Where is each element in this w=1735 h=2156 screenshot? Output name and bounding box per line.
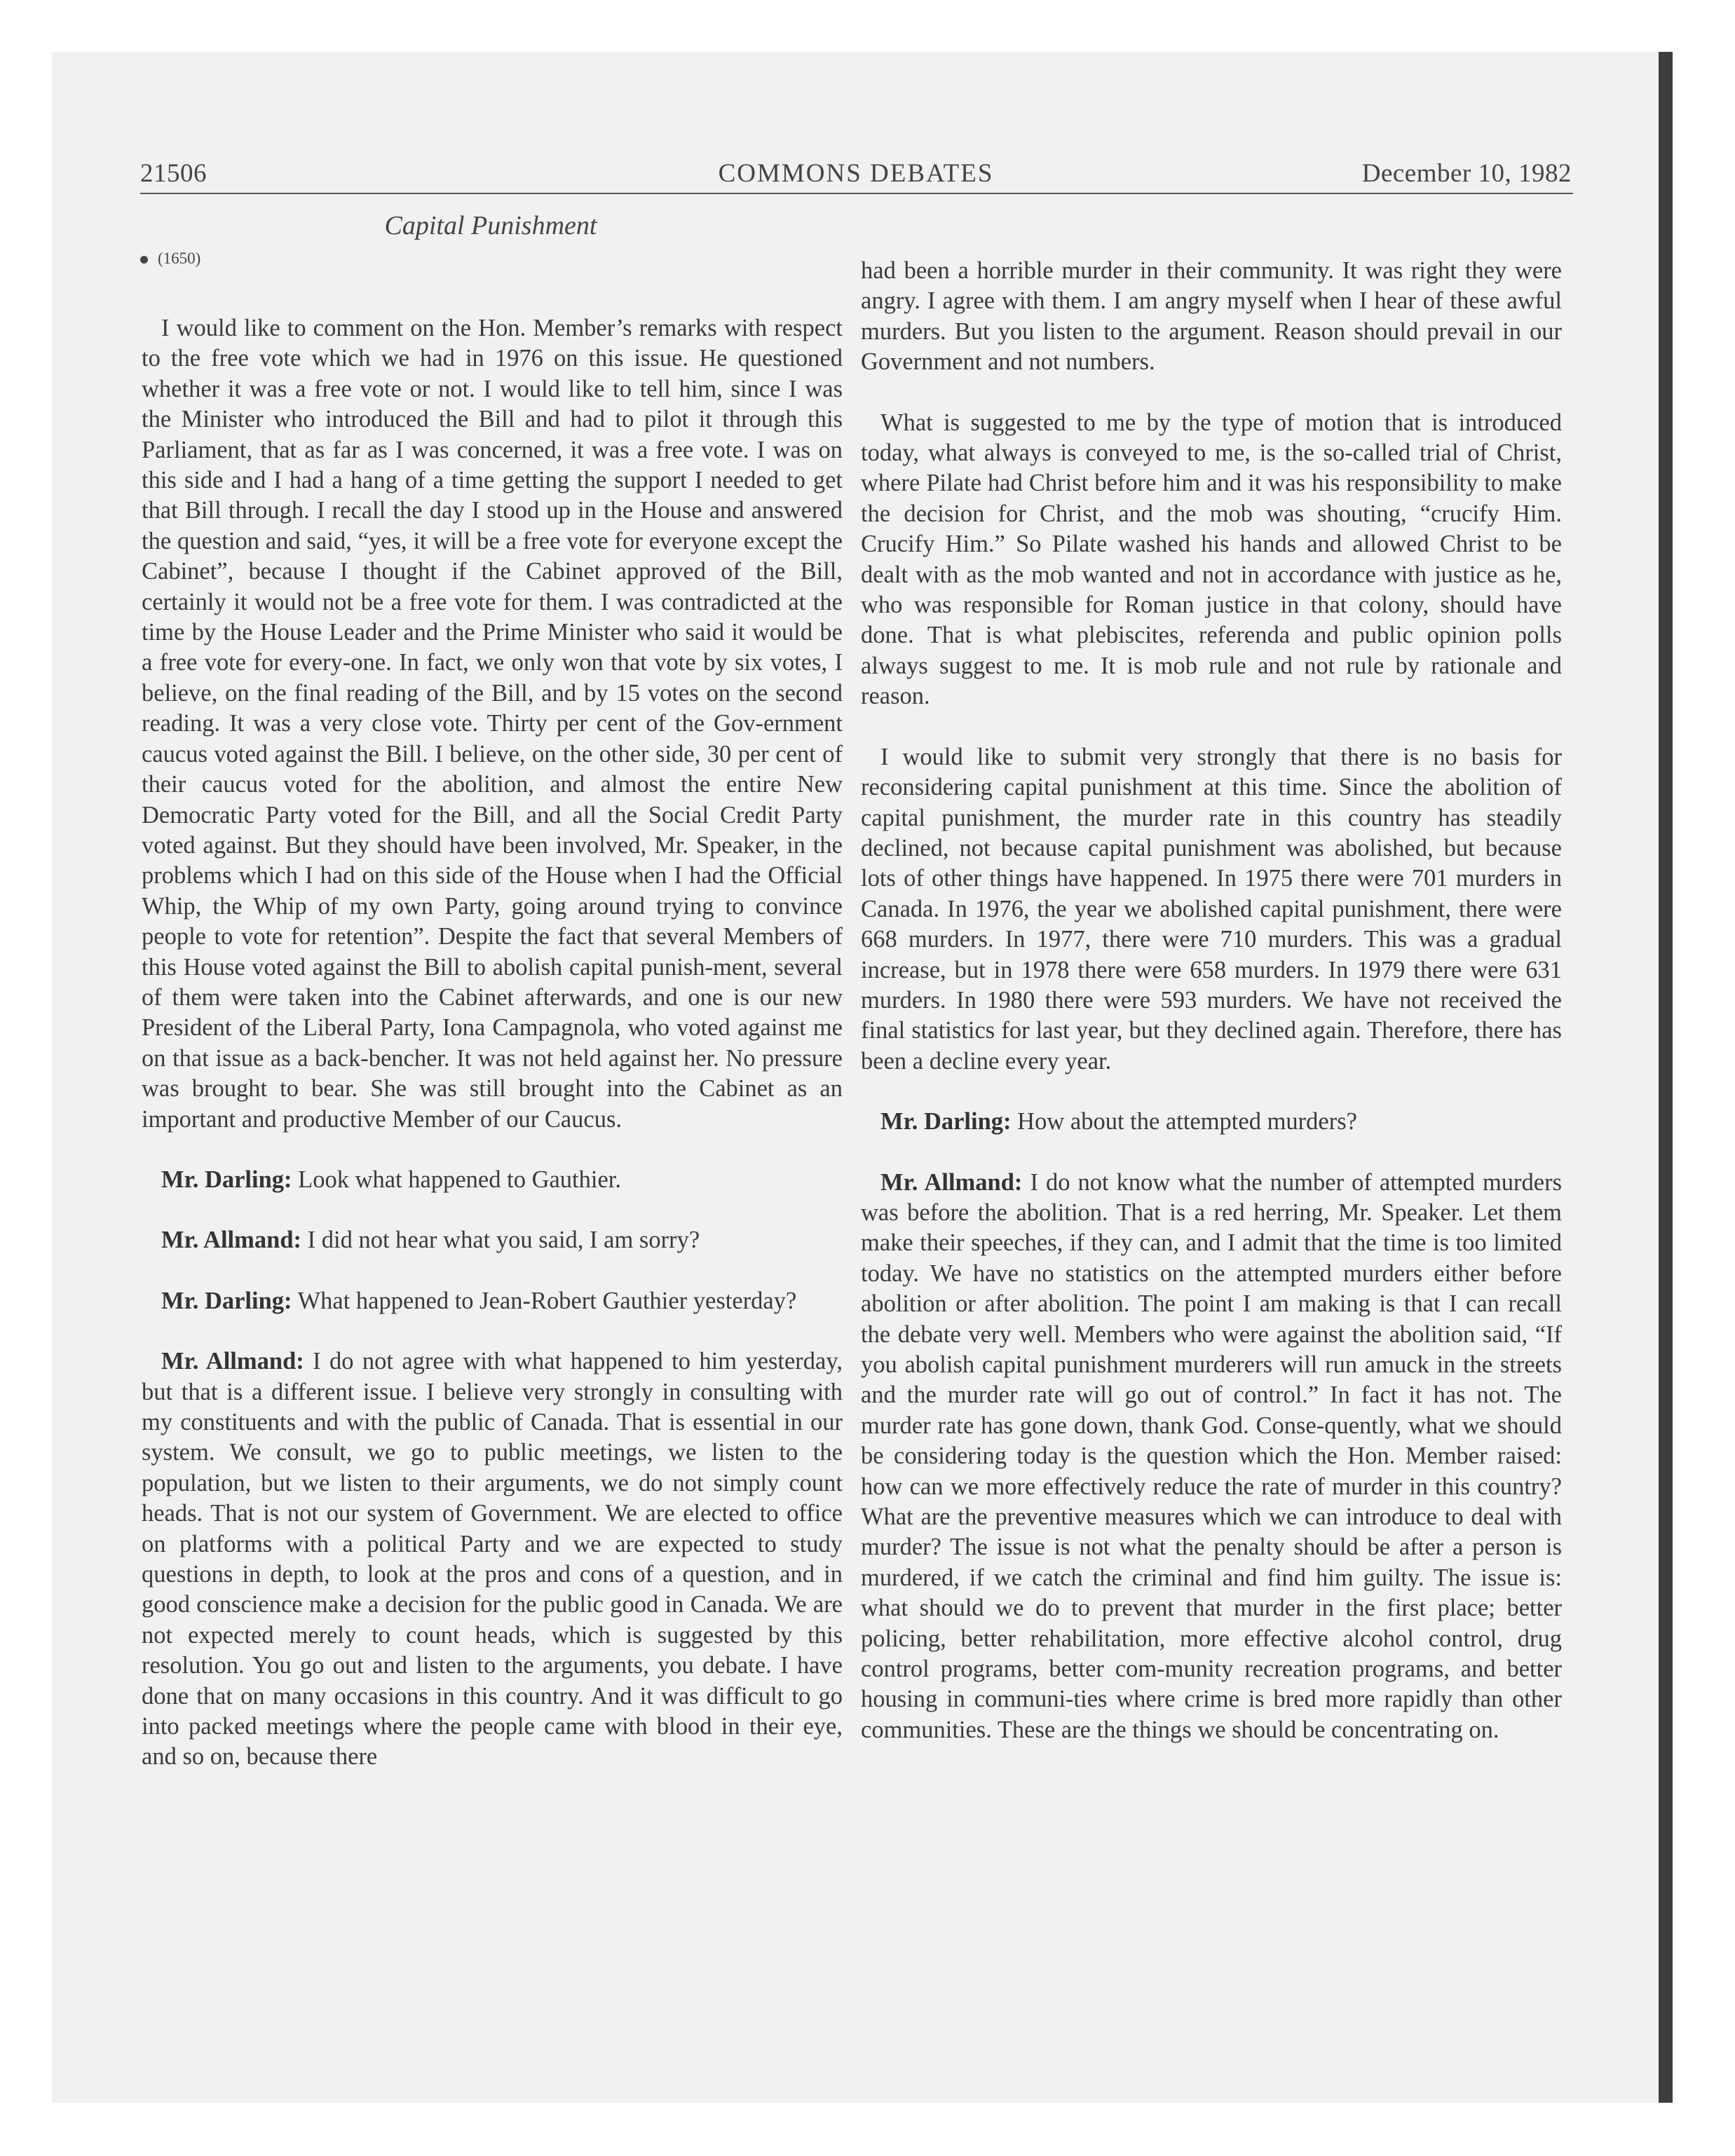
paragraph-text: Look what happened to Gauthier. [298,1166,622,1193]
speaker-name: Mr. Allmand: [880,1168,1023,1196]
time-marker-label: (1650) [158,250,201,267]
speaker-name: Mr. Allmand: [161,1227,301,1254]
paragraph [142,1346,843,1773]
paragraph [861,1168,1562,1746]
paragraph-text: I do not agree with what happened to him yesterday, but that is a different issue. I believe very strongly in consulting with my constituents and with the public of Canada. That is essential in our system. We consult, we go to public meetings, we listen to the population, but we listen to their arguments, we do not simply count heads. That is not our system of Government. We are elected to office on platforms with a political Party and we are expected to study questions in depth, to look at the pros and cons of a question, and in good conscience make a decision for the public good in Canada. We are not expected merely to count heads, which is suggested by this resolution. You go out and listen to the arguments, you debate. I have done that on many occasions in this country. And it was difficult to go into packed meetings where the people came with blood in their eye, and so on, because there [142,1348,843,1770]
section-title: Capital Punishment [384,211,597,240]
paragraph-text: What happened to Jean-Robert Gauthier yesterday? [297,1287,797,1314]
bullet-icon [140,256,148,264]
paragraph [142,1165,843,1195]
paragraph [142,1225,843,1255]
paragraph-text: What is suggested to me by the type of motion that is introduced today, what always is conveyed to me, is the so-called trial of Christ, where Pilate had Christ before him and it was his responsibility to make the decision for Christ, and the mob was shouting, “crucify Him. Crucify Him.” So Pilate washed his hands and allowed Christ to be dealt with as the mob wanted and not in accordance with justice as he, who was responsible for Roman justice in that colony, should have done. That is what plebiscites, referenda and public opinion polls always suggest to me. It is mob rule and not rule by rationale and reason. [861,409,1562,710]
paragraph-text: I did not hear what you said, I am sorry? [307,1227,700,1254]
paragraph [861,1107,1562,1137]
speaker-name: Mr. Allmand: [161,1348,304,1375]
page-header [140,158,1572,195]
speaker-name: Mr. Darling: [161,1287,292,1314]
page-number: 21506 [140,159,207,188]
paragraph [142,1286,843,1316]
paragraph [861,408,1562,712]
paragraph-text: How about the attempted murders? [1017,1108,1357,1135]
page-date: December 10, 1982 [1361,159,1572,188]
paragraph-text: I do not know what the number of attempted murders was before the abolition. That is a red herring, Mr. Speaker. Let them make their speeches, if they can, and I admit that the time is too limited today. We have no statistics on the attempted murders either before abolition or after abolition. The point I am making is that I can recall the debate very well. Members who were against the abolition said, “If you abolish capital punishment murderers will run amuck in the streets and the murder rate will go out of control.” In fact it has not. The murder rate has gone down, thank God. Conse-quently, what we should be considering today is the question which the Hon. Member raised: how can we more effectively reduce the rate of murder in this country? What are the preventive measures which we can introduce to deal with murder? The issue is not what the penalty should be after a person is murdered, if we catch the criminal and find him guilty. The issue is: what should we do to prevent that murder in the first place; better policing, better rehabilitation, more effective alcohol control, drug control programs, better com-munity recreation programs, and better housing in communi-ties where crime is bred more rapidly than other communities. These are the things we should be concentrating on. [861,1168,1563,1743]
page-binding-edge [1659,52,1673,2103]
speaker-name: Mr. Darling: [161,1166,292,1193]
publication-title: COMMONS DEBATES [718,159,994,188]
right-column [861,256,1562,1775]
paragraph-text: had been a horrible murder in their community. It was right they were angry. I agree with them. I am angry myself when I hear of these awful murders. But you listen to the argument. Reason should prevail in our Government and not numbers. [861,257,1562,376]
paragraph-text: I would like to comment on the Hon. Member’s remarks with respect to the free vote which we had in 1976 on this issue. He questioned whether it was a free vote or not. I would like to tell him, since I was the Minister who introduced the Bill and had to pilot it through this Parliament, that as far as I was concerned, it was a free vote. I was on this side and I had a hang of a time getting the support I needed to get that Bill through. I recall the day I stood up in the House and answered the question and said, “yes, it will be a free vote for everyone except the Cabinet”, because I thought if the Cabinet approved of the Bill, certainly it would not be a free vote for them. I was contradicted at the time by the House Leader and the Prime Minister who said it would be a free vote for every-one. In fact, we only won that vote by six votes, I believe, on the final reading of the Bill, and by 15 votes on the second reading. It was a very close vote. Thirty per cent of the Gov-ernment caucus voted against the Bill. I believe, on the other side, 30 per cent of their caucus voted for the abolition, and almost the entire New Democratic Party voted for the Bill, and all the Social Credit Party voted against. But they should have been involved, Mr. Speaker, in the problems which I had on this side of the House when I had the Official Whip, the Whip of my own Party, going around trying to convince people to vote for retention”. Despite the fact that several Members of this House voted against the Bill to abolish capital punish-ment, several of them were taken into the Cabinet afterwards, and one is our new President of the Liberal Party, Iona Campagnola, who voted against me on that issue as a back-bencher. It was not held against her. No pressure was brought to bear. She was still brought into the Cabinet as an important and productive Member of our Caucus. [142,315,843,1133]
paragraph [861,742,1562,1077]
paragraph [861,256,1562,378]
header-rule [140,193,1573,194]
left-column [142,313,843,1803]
time-marker [140,250,200,268]
paragraph-text: I would like to submit very strongly that there is no basis for reconsidering capital punishment at this time. Since the abolition of capital punishment, the murder rate in this country has steadily declined, not because capital punishment was abolished, but because lots of other things have happened. In 1975 there were 701 murders in Canada. In 1976, the year we abolished capital punishment, there were 668 murders. In 1977, there were 710 murders. This was a gradual increase, but in 1978 there were 658 murders. In 1979 there were 631 murders. In 1980 there were 593 murders. We have not received the final statistics for last year, but they declined again. Therefore, there has been a decline every year. [861,743,1562,1074]
speaker-name: Mr. Darling: [880,1108,1012,1135]
paragraph [142,313,843,1135]
